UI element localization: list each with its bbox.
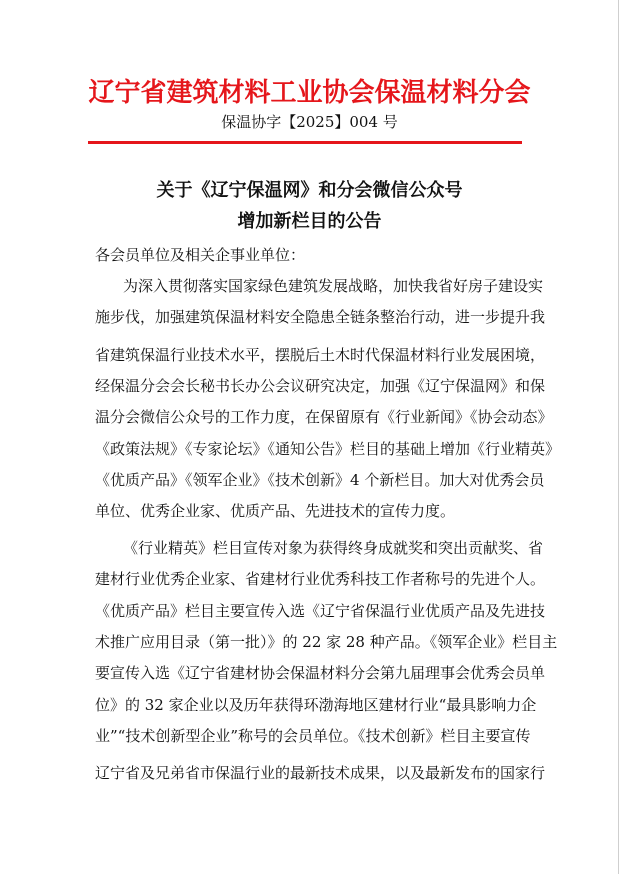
paragraph-line: 《政策法规》《专家论坛》《通知公告》栏目的基础上增加《行业精英》 [95,440,561,458]
paragraph-line: 为深入贯彻落实国家绿色建筑发展战略，加快我省好房子建设实 [123,277,544,295]
red-divider [88,141,522,144]
salutation: 各会员单位及相关企事业单位： [95,246,306,264]
paragraph-line: 辽宁省及兄弟省市保温行业的最新技术成果，以及最新发布的国家行 [95,764,546,782]
paragraph-line: 建材行业优秀企业家、省建材行业优秀科技工作者称号的先进个人。 [95,570,546,588]
paragraph-line: 业”“技术创新型企业”称号的会员单位。《技术创新》栏目主要宣传 [95,727,531,745]
paragraph-line: 省建筑保温行业技术水平，摆脱后土木时代保温材料行业发展困境， [95,346,546,364]
paragraph-line: 施步伐，加强建筑保温材料安全隐患全链条整治行动，进一步提升我 [95,308,546,326]
organization-title: 辽宁省建筑材料工业协会保温材料分会 [88,78,531,108]
paragraph-line: 单位、优秀企业家、优质产品、先进技术的宣传力度。 [95,502,456,520]
notice-title-line-2: 增加新栏目的公告 [237,211,382,232]
paragraph-line: 温分会微信公众号的工作力度，在保留原有《行业新闻》《协会动态》 [95,408,553,426]
paragraph-line: 经保温分会会长秘书长办公会议研究决定，加强《辽宁保温网》和保 [95,377,546,395]
paragraph-line: 术推广应用目录（第一批）》的 22 家 28 种产品。《领军企业》栏目主 [95,633,558,651]
notice-title-line-1: 关于《辽宁保温网》和分会微信公众号 [156,180,463,201]
paragraph-line: 位》的 32 家企业以及历年获得环渤海地区建材行业“最具影响力企 [95,696,537,714]
paragraph-line: 《行业精英》栏目宣传对象为获得终身成就奖和突出贡献奖、省 [123,539,544,557]
paragraph-line: 《优质产品》栏目主要宣传入选《辽宁省保温行业优质产品及先进技 [95,602,546,620]
paragraph-line: 《优质产品》《领军企业》《技术创新》4 个新栏目。加大对优秀会员 [95,471,545,489]
document-number: 保温协字【2025】004 号 [221,113,398,131]
paragraph-line: 要宣传入选《辽宁省建材协会保温材料分会第九届理事会优秀会员单 [95,664,546,682]
